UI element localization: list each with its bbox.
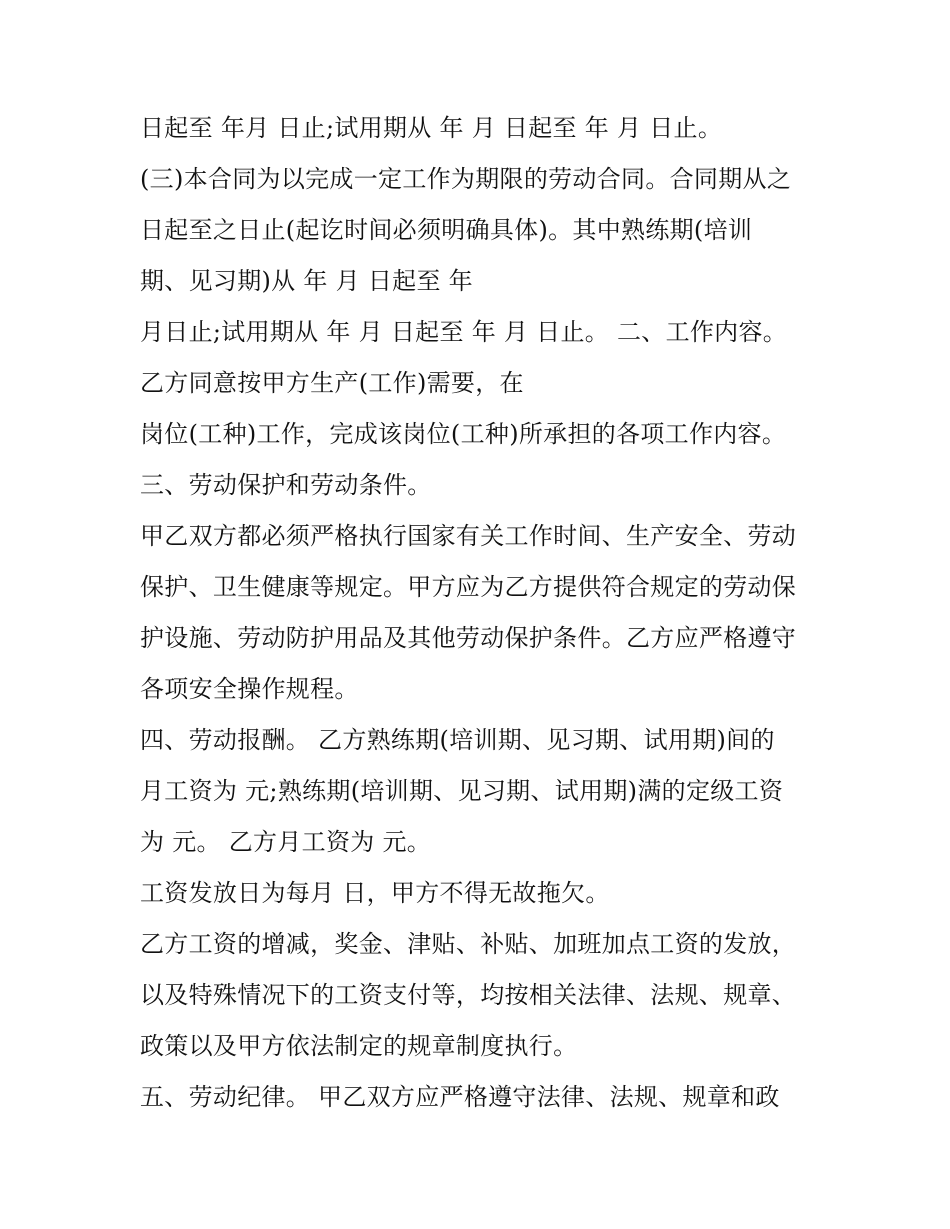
text-line: 乙方同意按甲方生产(工作)需要，在 [140,369,524,397]
text-line: 护设施、劳动防护用品及其他劳动保护条件。乙方应严格遵守 [140,624,797,652]
text-line: 月工资为 元;熟练期(培训期、见习期、试用期)满的定级工资 [140,777,784,805]
text-line: 四、劳动报酬。 乙方熟练期(培训期、见习期、试用期)间的 [140,726,775,754]
text-line: 期、见习期)从 年 月 日起至 年 [140,267,473,295]
text-line: 乙方工资的增减，奖金、津贴、补贴、加班加点工资的发放， [140,930,797,958]
text-line: 甲乙双方都必须严格执行国家有关工作时间、生产安全、劳动 [140,522,797,550]
text-line: 各项安全操作规程。 [140,675,359,703]
text-line: 政策以及甲方依法制定的规章制度执行。 [140,1032,578,1060]
text-line: 岗位(工种)工作，完成该岗位(工种)所承担的各项工作内容。 [140,420,787,448]
text-line: 保护、卫生健康等规定。甲方应为乙方提供符合规定的劳动保 [140,573,797,601]
text-line: (三)本合同为以完成一定工作为期限的劳动合同。合同期从之 [140,165,792,193]
section-heading: 三、劳动保护和劳动条件。 [140,471,432,499]
text-line: 为 元。 乙方月工资为 元。 [140,828,432,856]
text-line: 五、劳动纪律。 甲乙双方应严格遵守法律、法规、规章和政 [140,1083,780,1111]
text-line: 日起至之日止(起讫时间必须明确具体)。其中熟练期(培训 [140,216,753,244]
text-line: 工资发放日为每月 日，甲方不得无故拖欠。 [140,879,610,907]
text-line: 月日止;试用期从 年 月 日起至 年 月 日止。 二、工作内容。 [140,318,788,346]
text-line: 日起至 年月 日止;试用期从 年 月 日起至 年 月 日止。 [140,114,723,142]
text-line: 以及特殊情况下的工资支付等，均按相关法律、法规、规章、 [140,981,797,1009]
